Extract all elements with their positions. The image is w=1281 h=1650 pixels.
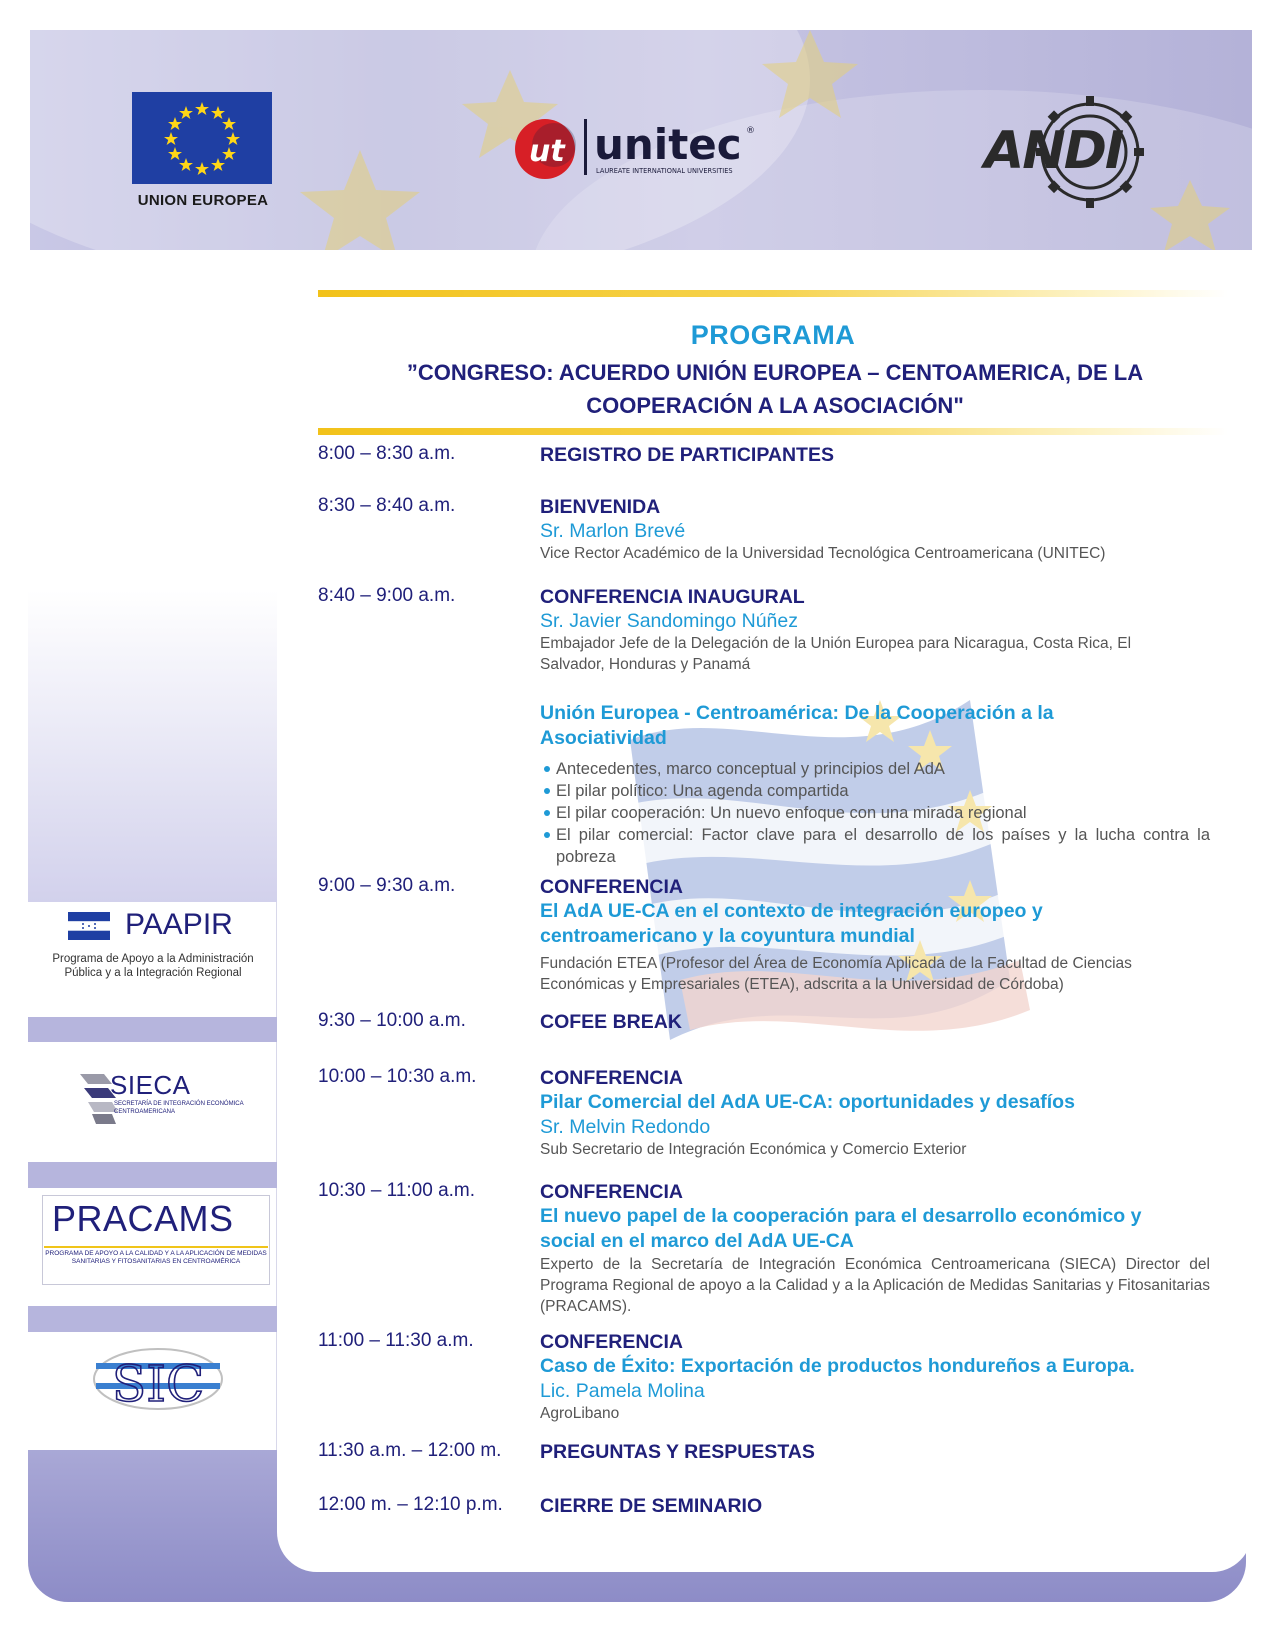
agenda-heading: CONFERENCIA <box>540 1067 684 1089</box>
topic-bullet-list <box>540 758 1210 868</box>
bullet-icon <box>544 766 550 772</box>
sidebar-fade <box>28 590 277 902</box>
sidebar-gap <box>28 1017 277 1042</box>
unitec-mark: ut <box>529 134 565 169</box>
speaker-role: AgroLibano <box>540 1405 620 1422</box>
agenda-topic: Caso de Éxito: Exportación de productos hondureños a Europa. <box>540 1355 1135 1377</box>
agenda-time: 10:30 – 11:00 a.m. <box>318 1180 476 1201</box>
agenda-heading: CONFERENCIA <box>540 1181 684 1203</box>
agenda-time: 11:30 a.m. – 12:00 m. <box>318 1440 502 1461</box>
bullet-icon <box>544 788 550 794</box>
agenda-heading: COFEE BREAK <box>540 1011 682 1033</box>
agenda-item <box>540 1494 1210 1518</box>
title-top-line <box>318 290 1228 297</box>
speaker-name: Sr. Marlon Brevé <box>540 520 686 542</box>
unitec-name: unitec <box>594 120 742 169</box>
eu-label: UNION EUROPEA <box>137 192 269 209</box>
sieca-name: SIECA <box>110 1070 191 1100</box>
agenda-heading: BIENVENIDA <box>540 496 661 518</box>
agenda-time: 11:00 – 11:30 a.m. <box>318 1330 474 1351</box>
agenda-time: 9:30 – 10:00 a.m. <box>318 1010 466 1031</box>
agenda-item <box>540 1010 1210 1034</box>
agenda-item <box>540 875 1100 949</box>
sidebar-gap <box>28 1162 277 1188</box>
title-bottom-line <box>318 428 1228 435</box>
eu-stars-icon <box>132 92 272 184</box>
speaker-name: Lic. Pamela Molina <box>540 1380 705 1402</box>
agenda-time: 8:30 – 8:40 a.m. <box>318 495 456 516</box>
bullet-icon <box>544 810 550 816</box>
agenda-heading: CONFERENCIA INAUGURAL <box>540 586 805 608</box>
paapir-name: PAAPIR <box>125 908 233 941</box>
agenda-time: 12:00 m. – 12:10 p.m. <box>318 1494 503 1515</box>
header-banner <box>30 30 1252 250</box>
agenda-item <box>540 1440 1210 1464</box>
agenda-topic: Unión Europea - Centroamérica: De la Cooperación a la Asociatividad <box>540 702 1054 749</box>
agenda-heading: CONFERENCIA <box>540 876 684 898</box>
pracams-description: PROGRAMA DE APOYO A LA CALIDAD Y A LA APLICACIÓN DE MEDIDAS SANITARIAS Y FITOSANITARIAS EN CENTROAMÉRICA <box>45 1250 267 1265</box>
list-item: El pilar político: Una agenda compartida <box>540 780 1210 802</box>
speaker-role: Vice Rector Académico de la Universidad Tecnológica Centroamericana (UNITEC) <box>540 545 1106 562</box>
agenda-topic: Pilar Comercial del AdA UE-CA: oportunidades y desafíos <box>540 1091 1075 1113</box>
bullet-icon <box>544 832 550 838</box>
sic-text: SIC <box>112 1355 205 1413</box>
agenda-role-block <box>540 953 1140 995</box>
eu-flag-icon <box>132 92 272 184</box>
agenda-topic: El AdA UE-CA en el contexto de integración europeo y centroamericano y la coyuntura mundial <box>540 900 1043 947</box>
agenda-time: 8:40 – 9:00 a.m. <box>318 585 456 606</box>
unitec-logo <box>510 115 760 185</box>
program-title: PROGRAMA <box>690 320 856 350</box>
pracams-name: PRACAMS <box>52 1198 234 1239</box>
speaker-role: Experto de la Secretaría de Integración Económica Centroamericana (SIECA) Director del Programa Regional de apoyo a la Calidad y a la Aplicación de Medidas Sanitarias y Fitosanitarias (PRACAMS). <box>540 1256 1210 1315</box>
paapir-description: Programa de Apoyo a la Administración Pública y a la Integración Regional <box>52 953 254 979</box>
speaker-name: Sr. Javier Sandomingo Núñez <box>540 610 798 632</box>
andi-text: ANDI <box>984 121 1123 181</box>
agenda-item <box>540 1330 1210 1424</box>
agenda-item <box>540 495 1210 564</box>
agenda-topic-block <box>540 701 1100 751</box>
agenda-item <box>540 443 1210 467</box>
agenda-role-block <box>540 1254 1210 1317</box>
agenda-topic: El nuevo papel de la cooperación para el desarrollo económico y social en el marco del AdA UE-CA <box>540 1205 1142 1252</box>
agenda-time: 10:00 – 10:30 a.m. <box>318 1066 477 1087</box>
agenda-bullets-block <box>540 758 1210 868</box>
unitec-registered: ® <box>746 126 755 136</box>
agenda-heading: CONFERENCIA <box>540 1331 684 1353</box>
agenda-heading: CIERRE DE SEMINARIO <box>540 1495 763 1517</box>
agenda-time: 9:00 – 9:30 a.m. <box>318 875 456 896</box>
agenda-item <box>540 1066 1210 1160</box>
pracams-stripe <box>44 1246 268 1248</box>
list-item: El pilar cooperación: Un nuevo enfoque con una mirada regional <box>540 802 1210 824</box>
sic-logo <box>90 1335 226 1415</box>
sidebar-gap <box>28 1306 277 1332</box>
speaker-name: Sr. Melvin Redondo <box>540 1116 711 1138</box>
honduras-flag-icon <box>68 912 110 940</box>
list-item: Antecedentes, marco conceptual y principios del AdA <box>540 758 1210 780</box>
congress-title: ”CONGRESO: ACUERDO UNIÓN EUROPEA – CENTOAMERICA, DE LA COOPERACIÓN A LA ASOCIACIÓN" <box>406 360 1144 418</box>
unitec-tagline: LAUREATE INTERNATIONAL UNIVERSITIES <box>596 167 733 175</box>
sieca-description: SECRETARÍA DE INTEGRACIÓN ECONÓMICA CENTROAMERICANA <box>114 1101 244 1115</box>
agenda-heading: PREGUNTAS Y RESPUESTAS <box>540 1441 815 1463</box>
speaker-role: Embajador Jefe de la Delegación de la Unión Europea para Nicaragua, Costa Rica, El Salvador, Honduras y Panamá <box>540 635 1132 673</box>
agenda-item <box>540 585 1210 675</box>
agenda-time: 8:00 – 8:30 a.m. <box>318 443 456 464</box>
agenda-heading: REGISTRO DE PARTICIPANTES <box>540 444 834 466</box>
speaker-role: Sub Secretario de Integración Económica y Comercio Exterior <box>540 1141 967 1158</box>
andi-logo <box>980 90 1150 220</box>
speaker-role: Fundación ETEA (Profesor del Área de Economía Aplicada de la Facultad de Ciencias Económicas y Empresariales (ETEA), adscrita a la Universidad de Córdoba) <box>540 955 1132 993</box>
agenda-item <box>540 1180 1180 1254</box>
list-item: El pilar comercial: Factor clave para el desarrollo de los países y la lucha contra la pobreza <box>540 824 1210 868</box>
